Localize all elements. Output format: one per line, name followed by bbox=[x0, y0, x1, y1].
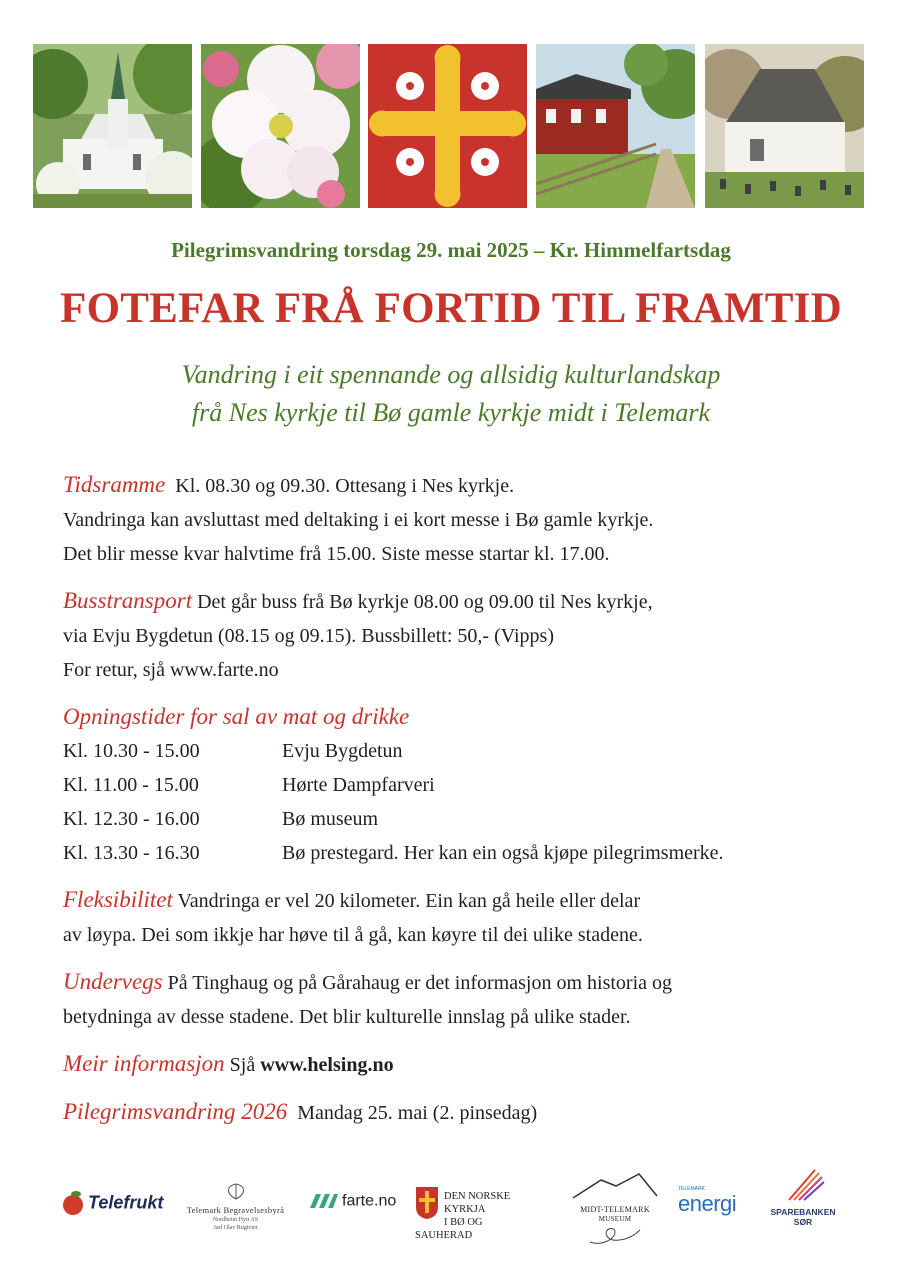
page-title: FOTEFAR FRÅ FORTID TIL FRAMTID bbox=[60, 285, 842, 332]
chevrons-icon bbox=[310, 1194, 338, 1208]
section-text: Vandringa er vel 20 kilometer. Ein kan gå heile eller delar bbox=[177, 890, 641, 912]
section-busstransport bbox=[63, 584, 863, 687]
list-item bbox=[63, 768, 863, 802]
red-farmhouse-photo bbox=[536, 44, 695, 208]
time-range: Kl. 11.00 - 15.00 bbox=[63, 774, 199, 796]
photo-strip bbox=[33, 44, 864, 208]
section-heading: Pilegrimsvandring 2026 bbox=[63, 1099, 288, 1124]
section-text: Det går buss frå Bø kyrkje 08.00 og 09.00 til Nes kyrkje, bbox=[197, 591, 653, 613]
section-undervegs bbox=[63, 965, 863, 1034]
section-text: For retur, sjå www.farte.no bbox=[63, 659, 279, 681]
apple-blossom-photo bbox=[201, 44, 360, 208]
list-item bbox=[63, 734, 863, 768]
section-text: av løypa. Dei som ikkje har høve til å gå, kan køyre til dei ulike stadene. bbox=[63, 924, 643, 946]
cross-emblem bbox=[368, 44, 527, 208]
church-cross-icon bbox=[415, 1186, 439, 1220]
section-opningstider bbox=[63, 700, 863, 870]
main-content bbox=[63, 468, 863, 1143]
sponsor-logos bbox=[60, 1168, 850, 1258]
telemark-energi-logo: TELEMARK energi bbox=[678, 1186, 737, 1216]
time-range: Kl. 12.30 - 16.00 bbox=[63, 808, 200, 830]
leaf-ornament-icon bbox=[221, 1182, 251, 1200]
section-heading: Tidsramme bbox=[63, 472, 166, 497]
section-fleksibilitet bbox=[63, 883, 863, 952]
stone-church-graveyard-photo bbox=[705, 44, 864, 208]
section-heading: Fleksibilitet bbox=[63, 887, 173, 912]
midt-telemark-museum-logo: MIDT-TELEMARK MUSEUM bbox=[570, 1172, 660, 1251]
telefrukt-logo: Telefrukt bbox=[62, 1190, 163, 1216]
list-item bbox=[63, 836, 863, 870]
section-heading: Busstransport bbox=[63, 588, 193, 613]
tagline bbox=[0, 356, 902, 432]
mountain-line-icon bbox=[571, 1172, 659, 1200]
section-heading: Undervegs bbox=[63, 969, 163, 994]
section-text: betydninga av desse stadene. Det blir kulturelle innslag på ulike stader. bbox=[63, 1006, 631, 1028]
event-subtitle: Pilegrimsvandring torsdag 29. mai 2025 – Kr. Himmelfartsdag bbox=[171, 238, 731, 262]
section-pilegrimsvandring-2026 bbox=[63, 1095, 863, 1130]
venue: Evju Bygdetun bbox=[282, 740, 403, 762]
farte-logo: farte.no bbox=[310, 1192, 396, 1210]
sparebanken-stripes-icon bbox=[781, 1168, 825, 1202]
sparebanken-sor-logo: SPAREBANKEN SØR bbox=[762, 1168, 844, 1227]
section-meir-informasjon bbox=[63, 1047, 863, 1082]
section-text: Sjå bbox=[229, 1054, 256, 1076]
begravelsesbyra-logo: Telemark Begravelsesbyrå Nordheim Hytt AS Jarl Olav Rugtveit bbox=[178, 1182, 293, 1232]
list-item bbox=[63, 802, 863, 836]
section-text: Mandag 25. mai (2. pinsedag) bbox=[297, 1102, 538, 1124]
section-text: Det blir messe kvar halvtime frå 15.00. Siste messe startar kl. 17.00. bbox=[63, 543, 610, 565]
section-heading: Opningstider for sal av mat og drikke bbox=[63, 704, 410, 729]
tagline-line-1: Vandring i eit spennande og allsidig kulturlandskap bbox=[181, 360, 721, 389]
section-text: På Tinghaug og på Gårahaug er det informasjon om historia og bbox=[167, 972, 673, 994]
time-range: Kl. 13.30 - 16.30 bbox=[63, 842, 200, 864]
white-church-photo bbox=[33, 44, 192, 208]
section-tidsramme bbox=[63, 468, 863, 571]
section-heading: Meir informasjon bbox=[63, 1051, 225, 1076]
apple-icon bbox=[62, 1190, 84, 1216]
venue: Bø prestegard. Her kan ein også kjøpe pilegrimsmerke. bbox=[282, 842, 724, 864]
venue: Bø museum bbox=[282, 808, 379, 830]
venue: Hørte Dampfarveri bbox=[282, 774, 435, 796]
time-range: Kl. 10.30 - 15.00 bbox=[63, 740, 200, 762]
tagline-line-2: frå Nes kyrkje til Bø gamle kyrkje midt i Telemark bbox=[191, 398, 711, 427]
website-link[interactable]: www.helsing.no bbox=[260, 1054, 394, 1076]
section-text: Vandringa kan avsluttast med deltaking i ei kort messe i Bø gamle kyrkje. bbox=[63, 509, 654, 531]
section-text: via Evju Bygdetun (08.15 og 09.15). Bussbillett: 50,- (Vipps) bbox=[63, 625, 554, 647]
section-text: Kl. 08.30 og 09.30. Ottesang i Nes kyrkje. bbox=[175, 475, 515, 497]
signature-swirl-icon bbox=[585, 1224, 645, 1246]
den-norske-kyrkja-logo: DEN NORSKE KYRKJA I BØ OG SAUHERAD bbox=[415, 1186, 525, 1242]
